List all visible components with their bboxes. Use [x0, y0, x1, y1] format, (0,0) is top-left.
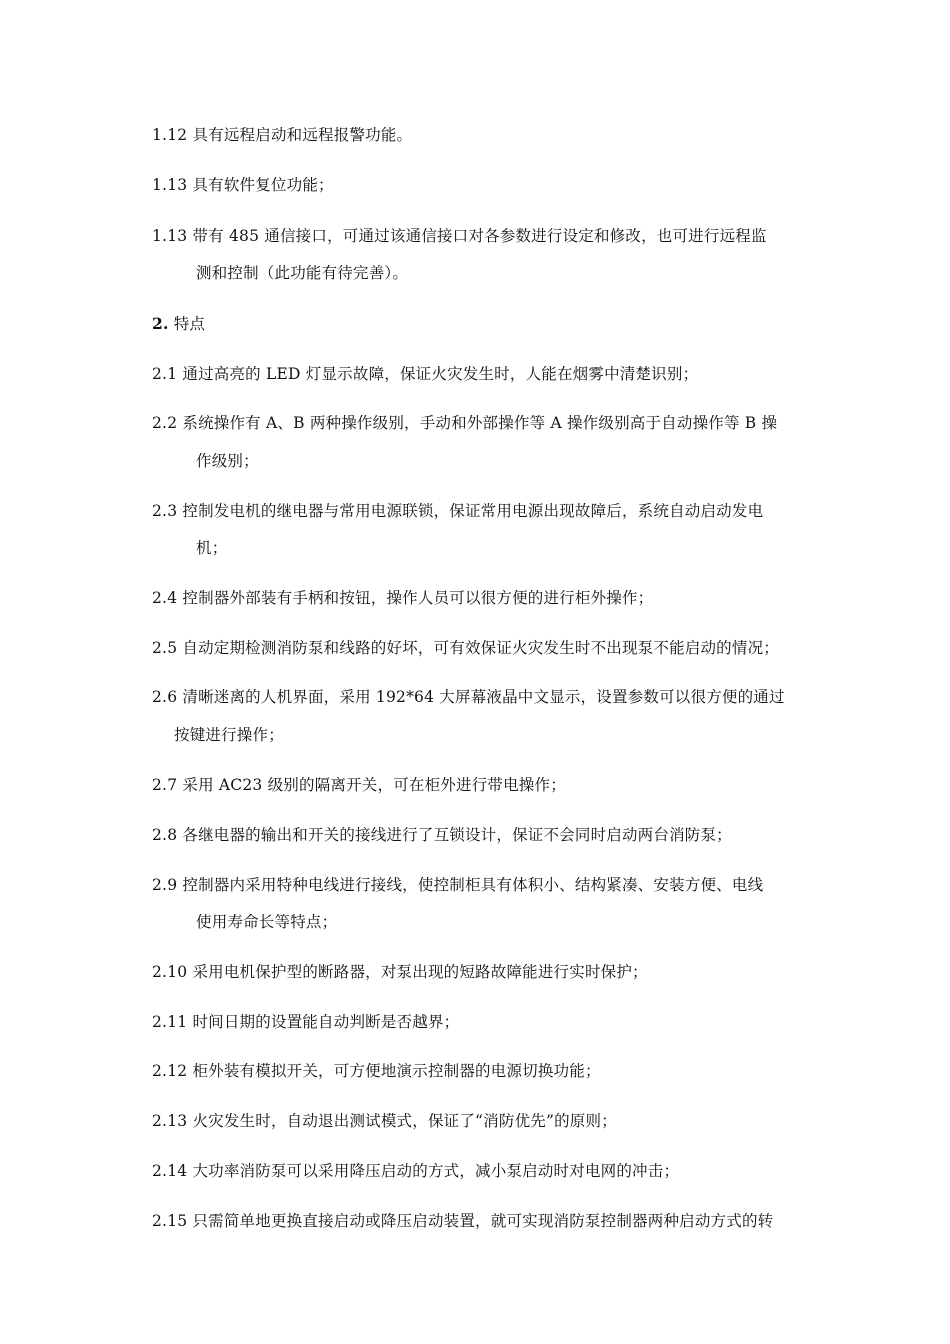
- item-2-5: 2.5 自动定期检测消防泵和线路的好坏，可有效保证火灾发生时不出现泵不能启动的情况；: [152, 639, 779, 657]
- section-number: 2.: [152, 314, 169, 333]
- item-2-2: 2.2 系统操作有 A、B 两种操作级别，手动和外部操作等 A 操作级别高于自动操作等 B 操: [152, 414, 778, 432]
- item-2-3: 2.3 控制发电机的继电器与常用电源联锁，保证常用电源出现故障后，系统自动启动发电: [152, 502, 764, 520]
- item-2-6-continued: 按键进行操作；: [174, 726, 284, 744]
- item-2-9: 2.9 控制器内采用特种电线进行接线，使控制柜具有体积小、结构紧凑、安装方便、电线: [152, 876, 764, 894]
- section-heading-2: [152, 313, 205, 335]
- item-2-9-continued: 使用寿命长等特点；: [196, 913, 338, 931]
- item-2-8: 2.8 各继电器的输出和开关的接线进行了互锁设计，保证不会同时启动两台消防泵；: [152, 826, 732, 844]
- item-2-11: 2.11 时间日期的设置能自动判断是否越界；: [152, 1013, 460, 1031]
- item-1-13-a: 1.13 具有软件复位功能；: [152, 176, 334, 194]
- item-2-1: 2.1 通过高亮的 LED 灯显示故障，保证火灾发生时，人能在烟雾中清楚识别；: [152, 365, 699, 383]
- item-2-7: 2.7 采用 AC23 级别的隔离开关，可在柜外进行带电操作；: [152, 776, 566, 794]
- item-2-15: 2.15 只需简单地更换直接启动或降压启动装置，就可实现消防泵控制器两种启动方式的转: [152, 1212, 774, 1230]
- item-2-6: 2.6 清晰迷离的人机界面，采用 192*64 大屏幕液晶中文显示，设置参数可以很方便的通过: [152, 688, 785, 706]
- item-2-10: 2.10 采用电机保护型的断路器，对泵出现的短路故障能进行实时保护；: [152, 963, 648, 981]
- item-2-13: 2.13 火灾发生时，自动退出测试模式，保证了“消防优先”的原则；: [152, 1112, 617, 1130]
- item-2-4: 2.4 控制器外部装有手柄和按钮，操作人员可以很方便的进行柜外操作；: [152, 589, 654, 607]
- item-1-13-b-continued: 测和控制（此功能有待完善）。: [196, 264, 409, 282]
- item-2-2-continued: 作级别；: [196, 452, 259, 470]
- item-1-12: 1.12 具有远程启动和远程报警功能。: [152, 126, 413, 144]
- item-2-14: 2.14 大功率消防泵可以采用降压启动的方式，减小泵启动时对电网的冲击；: [152, 1162, 680, 1180]
- item-2-12: 2.12 柜外装有模拟开关，可方便地演示控制器的电源切换功能；: [152, 1062, 601, 1080]
- item-2-3-continued: 机；: [196, 539, 228, 557]
- section-title: 特点: [173, 315, 206, 333]
- item-1-13-b: 1.13 带有 485 通信接口，可通过该通信接口对各参数进行设定和修改，也可进行远程监: [152, 227, 767, 245]
